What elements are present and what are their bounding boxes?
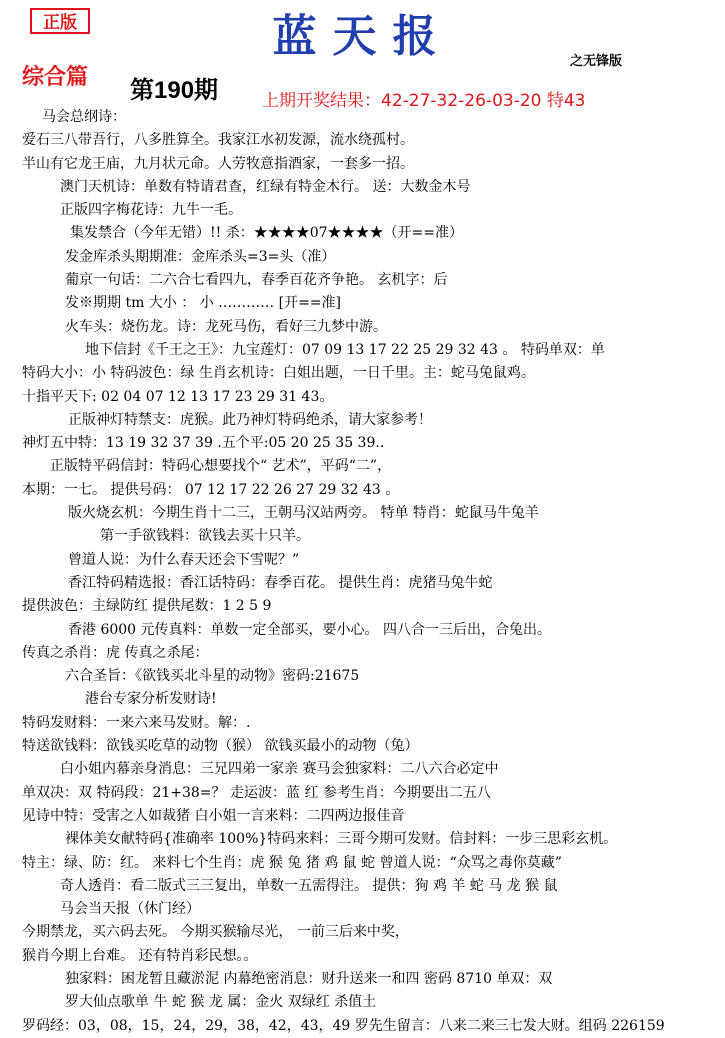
text-line: 特码大小：小 特码波色：绿 生肖玄机诗：白姐出题，一日千里。主：蛇马兔鼠鸡。 (22, 365, 535, 382)
text-line: 裸体美女献特码{准确率 100%}特码来料：三哥今期可发财。信封料：一步三思彩玄机。 (65, 831, 618, 848)
text-line: 版火烧玄机：今期生肖十二三，王朝马汉站两旁。 特单 特肖：蛇鼠马牛兔羊 (68, 505, 539, 522)
text-line: 地下信封《千王之王》：九宝莲灯：07 09 13 17 22 25 29 32 43 。 特码单双：单 (85, 341, 605, 358)
text-line: 六合圣旨：《欲钱买北斗星的动物》密码:21675 (65, 668, 360, 685)
text-line: 发金库杀头期期准：金库杀头=3=头（准） (65, 248, 336, 265)
issue-number: 第190期 (130, 77, 219, 104)
text-line: 本期：一七。 提供号码： 07 12 17 22 26 27 29 32 43 。 (22, 481, 400, 498)
text-line: 特送欲钱料：欲钱买吃草的动物（猴） 欲钱买最小的动物（兔） (22, 738, 419, 755)
edition-label: 之无锋版 (570, 54, 623, 69)
text-line: 单双决：双 特码段：21+38=？ 走运波：蓝 红 参考生肖：今期要出二五八 (22, 784, 491, 801)
text-line: 爱石三八带吾行，八多胜算全。我家江水初发源，流水绕孤村。 (22, 132, 414, 149)
text-line: 葡京一句话：二六合七看四九，春季百花齐争艳。 玄机字：后 (65, 272, 448, 289)
official-edition-badge: 正版 (30, 8, 90, 34)
text-line: 集发禁合（今年无错）!! 杀：★★★★07★★★★（开==准） (70, 225, 463, 242)
text-line: 白小姐内幕亲身消息：三兄四弟一家亲 赛马会独家料：二八六合必定中 (60, 761, 499, 778)
last-draw-result: 上期开奖结果：42-27-32-26-03-20 特43 (262, 91, 586, 111)
text-line: 半山有它龙王庙，九月状元命。人劳牧意指酒家，一套多一招。 (22, 155, 414, 172)
text-line: 发※期期 tm 大小 ： 小 ………… [开==准] (65, 295, 341, 312)
text-line: 正版特平码信封：特码心想要找个“ 艺术”，平码“二”， (50, 458, 392, 475)
text-line: 曾道人说：为什么春天还会下雪呢？” (68, 551, 300, 568)
text-line: 香江特码精选报：香江话特码：春季百花。 提供生肖：虎猪马兔牛蛇 (68, 574, 493, 591)
text-line: 罗码经：03，08，15，24，29，38，42，43，49 罗先生留言：八来二来三七发大财。组码 226159 (22, 1017, 665, 1034)
text-line: 十指平天下: 02 04 07 12 13 17 23 29 31 43。 (22, 388, 334, 405)
text-line: 澳门天机诗：单数有特请君查，红绿有特金木行。 送：大数金木号 (60, 178, 471, 195)
text-line: 特主：绿、防：红。 来料七个生肖：虎 猴 兔 猪 鸡 鼠 蛇 曾道人说：“众骂之毒你莫藏” (22, 854, 562, 871)
text-line: 第一手欲钱料：欲钱去买十只羊。 (100, 528, 310, 545)
text-line: 正版四字梅花诗：九牛一毛。 (60, 202, 242, 219)
newspaper-title: 蓝天报 (272, 11, 453, 62)
text-line: 马会当天报（休门经） (60, 901, 200, 918)
text-line: 罗大仙点歌单 牛 蛇 猴 龙 属：金火 双绿红 杀值土 (65, 994, 377, 1011)
text-line: 今期禁龙，买六码去死。 今期买猴输尽光， 一前三后来中奖， (22, 924, 409, 941)
text-line: 马会总纲诗： (42, 109, 126, 125)
text-line: 特码发财料：一来六来马发财。解：. (22, 714, 251, 731)
text-line: 神灯五中特：13 19 32 37 39 .五个平:05 20 25 35 39.. (22, 435, 385, 452)
text-line: 港台专家分析发财诗! (85, 691, 217, 708)
text-line: 香港 6000 元传真料：单数一定全部买，要小心。 四八合一三后出，合兔出。 (68, 621, 551, 638)
text-line: 正版神灯特禁支：虎猴。此乃神灯特码绝杀，请大家参考！ (68, 411, 432, 428)
text-line: 提供波色：主绿防红 提供尾数：1 2 5 9 (22, 598, 272, 615)
article-body (0, 106, 725, 1038)
text-line: 独家料：困龙暂且藏淤泥 内幕绝密消息：财升送来一和四 密码 8710 单双：双 (65, 970, 553, 987)
text-line: 猴肖今期上台难。 还有特肖彩民想。。 (22, 947, 258, 964)
text-line: 火车头：烧伤龙。诗：龙死马伤，看好三九梦中游。 (65, 318, 387, 335)
text-line: 奇人透肖：看二版式三三复出，单数一五需得注。 提供：狗 鸡 羊 蛇 马 龙 猴 鼠 (60, 877, 558, 894)
text-line: 传真之杀肖：虎 传真之杀尾： (22, 644, 209, 661)
section-title: 综合篇 (22, 64, 89, 90)
text-line: 见诗中特：受害之人如裁猪 白小姐一言来料：二四两边报佳音 (22, 807, 405, 824)
